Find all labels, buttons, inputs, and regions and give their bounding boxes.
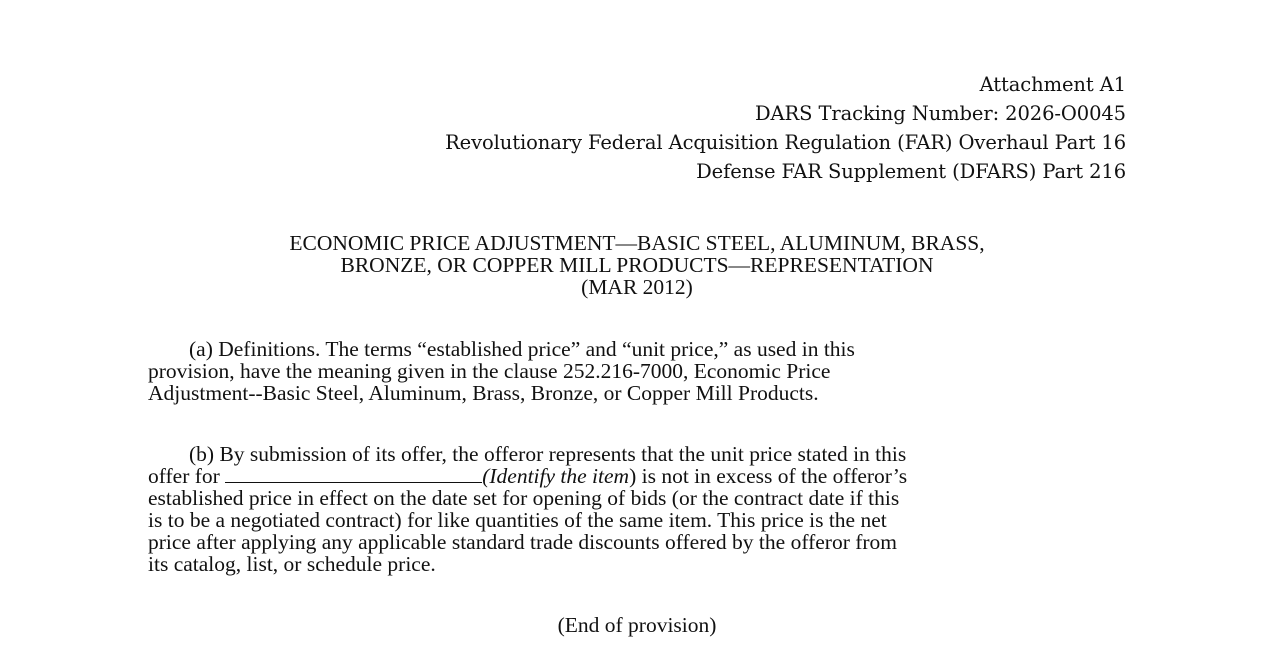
paragraph-a-line-3: Adjustment--Basic Steel, Aluminum, Brass, Bronze, or Copper Mill Products. (148, 381, 819, 405)
provision-title (148, 232, 1126, 298)
item-blank-line (225, 466, 482, 483)
offer-for-text: offer for (148, 464, 226, 488)
paragraph-a-line-2: provision, have the meaning given in the clause 252.216-7000, Economic Price (148, 359, 831, 383)
paragraph-b-line-2 (148, 465, 1126, 487)
paragraph-a-line-1: (a) Definitions. The terms “established price” and “unit price,” as used in this (189, 337, 855, 361)
paragraph-b-line-4: is to be a negotiated contract) for like quantities of the same item. This price is the net (148, 508, 887, 532)
title-date: (MAR 2012) (581, 275, 693, 299)
paragraph-b-line-2-rest: ) is not in excess of the offeror’s (629, 464, 908, 488)
identify-item-instruction: (Identify the item (482, 464, 630, 488)
end-of-provision: (End of provision) (557, 613, 717, 637)
document-header (445, 70, 1126, 186)
document-page (148, 0, 1126, 655)
title-line-2: BRONZE, OR COPPER MILL PRODUCTS—REPRESENTATION (340, 253, 934, 277)
title-line-1: ECONOMIC PRICE ADJUSTMENT—BASIC STEEL, ALUMINUM, BRASS, (289, 231, 985, 255)
tracking-number: DARS Tracking Number: 2026-O0045 (755, 102, 1126, 125)
far-overhaul-part: Revolutionary Federal Acquisition Regulation (FAR) Overhaul Part 16 (445, 131, 1126, 154)
dfars-part: Defense FAR Supplement (DFARS) Part 216 (696, 160, 1126, 183)
paragraph-b-line-5: price after applying any applicable standard trade discounts offered by the offeror from (148, 530, 898, 554)
paragraph-b-representation (148, 443, 1126, 575)
attachment-label: Attachment A1 (979, 73, 1126, 96)
paragraph-b-line-1: (b) By submission of its offer, the offeror represents that the unit price stated in this (189, 442, 907, 466)
paragraph-b-line-6: its catalog, list, or schedule price. (148, 552, 436, 576)
paragraph-b-line-3: established price in effect on the date set for opening of bids (or the contract date if this (148, 486, 900, 510)
paragraph-a-definitions (148, 338, 1126, 404)
